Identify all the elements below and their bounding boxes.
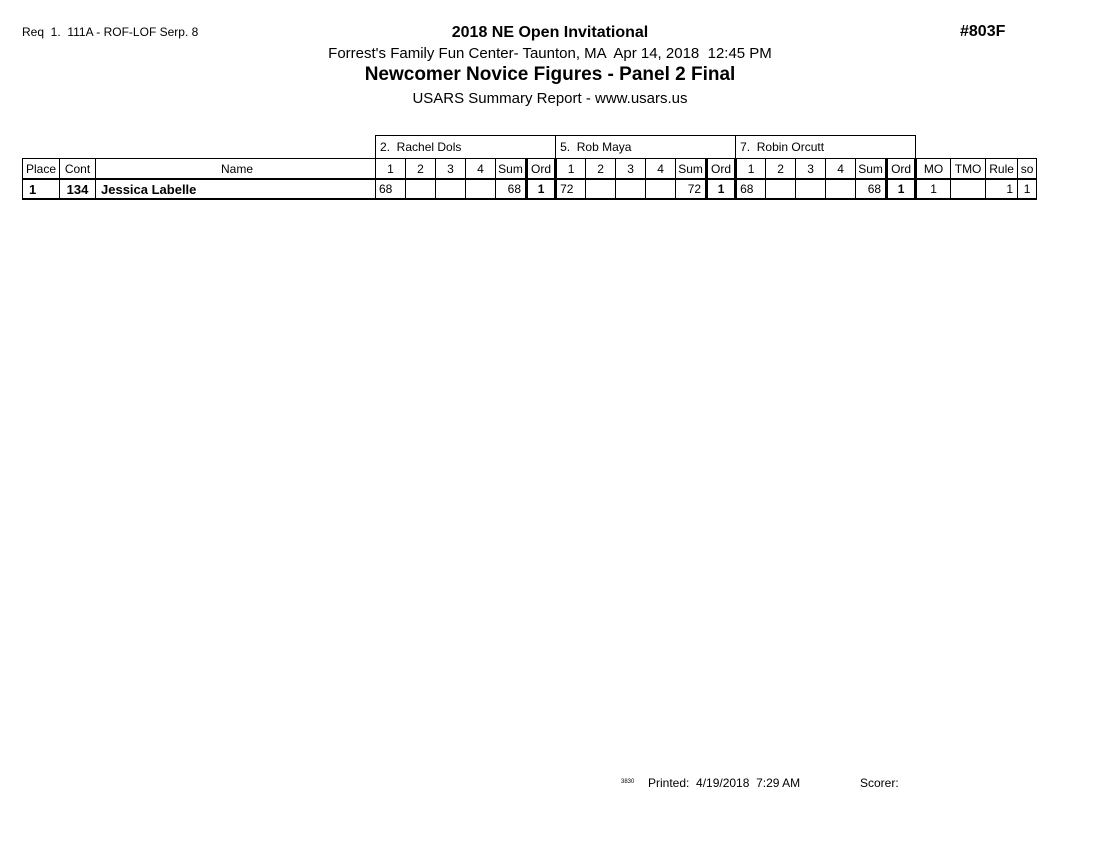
- skater-name-cell: Jessica Labelle: [96, 179, 376, 199]
- header-judge2-score3: 3: [616, 159, 646, 180]
- judge3-sum-cell: 68: [856, 179, 887, 199]
- judge2-score3-cell: [616, 179, 646, 199]
- judge-row-spacer: [916, 136, 1037, 159]
- judge3-score3-cell: [796, 179, 826, 199]
- header-judge2-sum: Sum: [676, 159, 707, 180]
- header-judge3-sum: Sum: [856, 159, 887, 180]
- judge2-sum-cell: 72: [676, 179, 707, 199]
- judge1-score1-cell: 68: [376, 179, 406, 199]
- header-cont: Cont: [60, 159, 96, 180]
- header-mo: MO: [916, 159, 951, 180]
- judge1-score2-cell: [406, 179, 436, 199]
- header-so: so: [1018, 159, 1037, 180]
- judge1-sum-cell: 68: [496, 179, 527, 199]
- report-type-line: USARS Summary Report - www.usars.us: [412, 90, 688, 107]
- scorer-label: Scorer:: [860, 776, 899, 790]
- judge3-score1-cell: 68: [736, 179, 766, 199]
- version-mark: 3830: [621, 779, 635, 785]
- header-judge3-score3: 3: [796, 159, 826, 180]
- judge1-score4-cell: [466, 179, 496, 199]
- header-place: Place: [23, 159, 60, 180]
- results-table: [22, 135, 1037, 200]
- header-judge3-score2: 2: [766, 159, 796, 180]
- header-judge1-score4: 4: [466, 159, 496, 180]
- judge-row-spacer: [23, 136, 376, 159]
- judge1-score3-cell: [436, 179, 466, 199]
- judge-2-name: 5. Rob Maya: [556, 136, 736, 159]
- judge-1-name: 2. Rachel Dols: [376, 136, 556, 159]
- header-judge1-sum: Sum: [496, 159, 527, 180]
- place-cell: 1: [23, 179, 60, 199]
- rule-cell: 1: [986, 179, 1018, 199]
- judge2-score2-cell: [586, 179, 616, 199]
- judge2-score1-cell: 72: [556, 179, 586, 199]
- judge3-score2-cell: [766, 179, 796, 199]
- judge3-ordinal-cell: 1: [887, 179, 916, 199]
- document-number: #803F: [960, 23, 1006, 40]
- header-judge2-score4: 4: [646, 159, 676, 180]
- header-judge2-score2: 2: [586, 159, 616, 180]
- judge-header-row: [23, 136, 1037, 159]
- judge1-ordinal-cell: 1: [527, 179, 556, 199]
- header-tmo: TMO: [951, 159, 986, 180]
- header-judge2-ord: Ord: [707, 159, 736, 180]
- report-header: [0, 24, 1100, 107]
- printed-timestamp: Printed: 4/19/2018 7:29 AM: [648, 776, 801, 790]
- header-judge1-score1: 1: [376, 159, 406, 180]
- header-judge2-score1: 1: [556, 159, 586, 180]
- contestant-number-cell: 134: [60, 179, 96, 199]
- event-title: Newcomer Novice Figures - Panel 2 Final: [364, 64, 736, 85]
- column-header-row: [23, 159, 1037, 180]
- header-judge1-ord: Ord: [527, 159, 556, 180]
- so-cell: 1: [1018, 179, 1037, 199]
- header-judge1-score2: 2: [406, 159, 436, 180]
- competition-title: 2018 NE Open Invitational: [451, 24, 649, 41]
- judge3-score4-cell: [826, 179, 856, 199]
- mo-cell: 1: [916, 179, 951, 199]
- requirement-label: Req 1. 111A - ROF-LOF Serp. 8: [22, 25, 199, 39]
- result-row: [23, 179, 1037, 199]
- tmo-cell: [951, 179, 986, 199]
- header-rule: Rule: [986, 159, 1018, 180]
- judge-3-name: 7. Robin Orcutt: [736, 136, 916, 159]
- judge2-score4-cell: [646, 179, 676, 199]
- venue-date-line: Forrest's Family Fun Center- Taunton, MA Apr 14, 2018 12:45 PM: [328, 45, 772, 62]
- header-judge3-score4: 4: [826, 159, 856, 180]
- header-judge1-score3: 3: [436, 159, 466, 180]
- header-judge3-ord: Ord: [887, 159, 916, 180]
- header-name: Name: [96, 159, 376, 180]
- header-judge3-score1: 1: [736, 159, 766, 180]
- judge2-ordinal-cell: 1: [707, 179, 736, 199]
